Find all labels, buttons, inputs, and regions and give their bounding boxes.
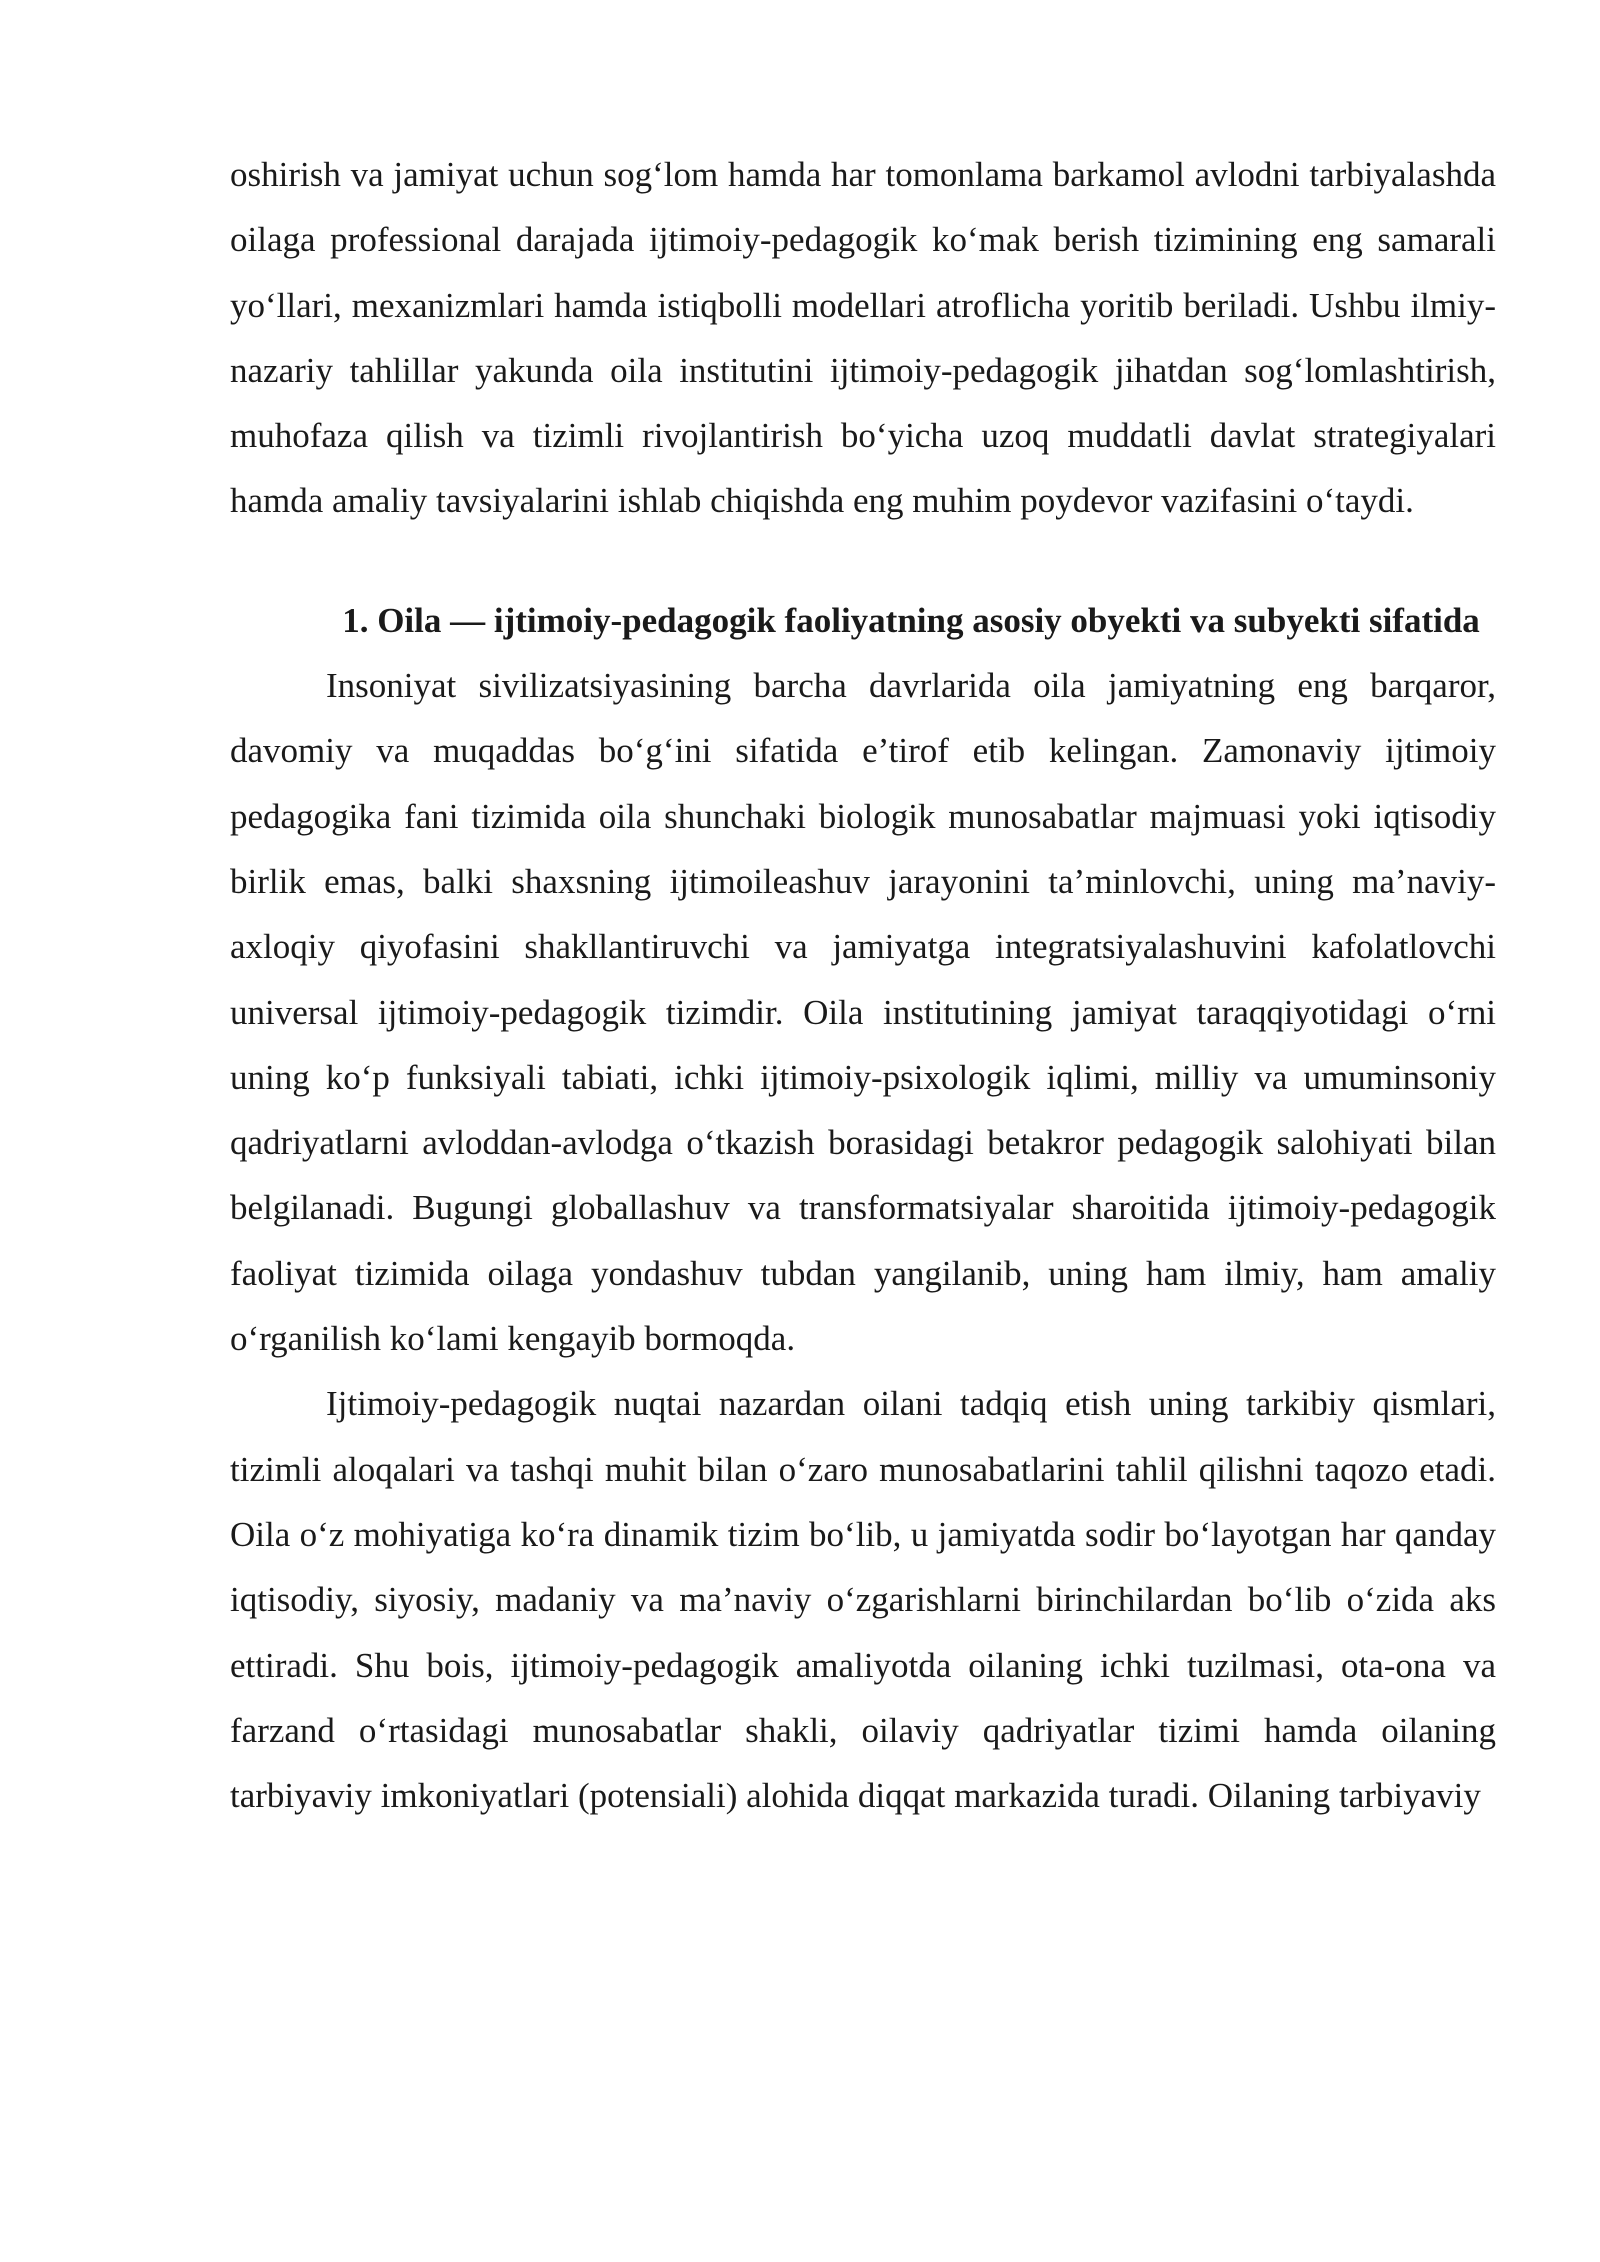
section-heading: 1. Oila — ijtimoiy-pedagogik faoliyatning asosiy obyekti va subyekti sifatida <box>342 600 1480 640</box>
document-body <box>230 142 1496 1828</box>
body-paragraph: Insoniyat sivilizatsiyasining barcha davrlarida oila jamiyatning eng barqaror, davomiy va muqaddas bo‘g‘ini sifatida e’tirof etib kelingan. Zamonaviy ijtimoiy pedagogika fani tizimida oila shunchaki biologik munosabatlar majmuasi yoki iqtisodiy birlik emas, balki shaxsning ijtimoileashuv jarayonini ta’minlovchi, uning ma’naviy-axloqiy qiyofasini shakllantiruvchi va jamiyatga integratsiyalashuvini kafolatlovchi universal ijtimoiy-pedagogik tizimdir. Oila institutining jamiyat taraqqiyotidagi o‘rni uning ko‘p funksiyali tabiati, ichki ijtimoiy-psixologik iqlimi, milliy va umuminsoniy qadriyatlarni avloddan-avlodga o‘tkazish borasidagi betakror pedagogik salohiyati bilan belgilanadi. Bugungi globallashuv va transformatsiyalar sharoitida ijtimoiy-pedagogik faoliyat tizimida oilaga yondashuv tubdan yangilanib, uning ham ilmiy, ham amaliy o‘rganilish ko‘lami kengayib bormoqda. <box>230 666 1496 1359</box>
intro-paragraph: oshirish va jamiyat uchun sog‘lom hamda har tomonlama barkamol avlodni tarbiyalashda oilaga professional darajada ijtimoiy-pedagogik ko‘mak berish tizimining eng samarali yo‘llari, mexanizmlari hamda istiqbolli modellari atroflicha yoritib beriladi. Ushbu ilmiy-nazariy tahlillar yakunda oila institutini ijtimoiy-pedagogik jihatdan sog‘lomlashtirish, muhofaza qilish va tizimli rivojlantirish bo‘yicha uzoq muddatli davlat strategiyalari hamda amaliy tavsiyalarini ishlab chiqishda eng muhim poydevor vazifasini o‘taydi. <box>230 155 1496 521</box>
body-paragraph: Ijtimoiy-pedagogik nuqtai nazardan oilani tadqiq etish uning tarkibiy qismlari, tizimli aloqalari va tashqi muhit bilan o‘zaro munosabatlarini tahlil qilishni taqozo etadi. Oila o‘z mohiyatiga ko‘ra dinamik tizim bo‘lib, u jamiyatda sodir bo‘layotgan har qanday iqtisodiy, siyosiy, madaniy va ma’naviy o‘zgarishlarni birinchilardan bo‘lib o‘zida aks ettiradi. Shu bois, ijtimoiy-pedagogik amaliyotda oilaning ichki tuzilmasi, ota-ona va farzand o‘rtasidagi munosabatlar shakli, oilaviy qadriyatlar tizimi hamda oilaning tarbiyaviy imkoniyatlari (potensiali) alohida diqqat markazida turadi. Oilaning tarbiyaviy <box>230 1384 1496 1816</box>
